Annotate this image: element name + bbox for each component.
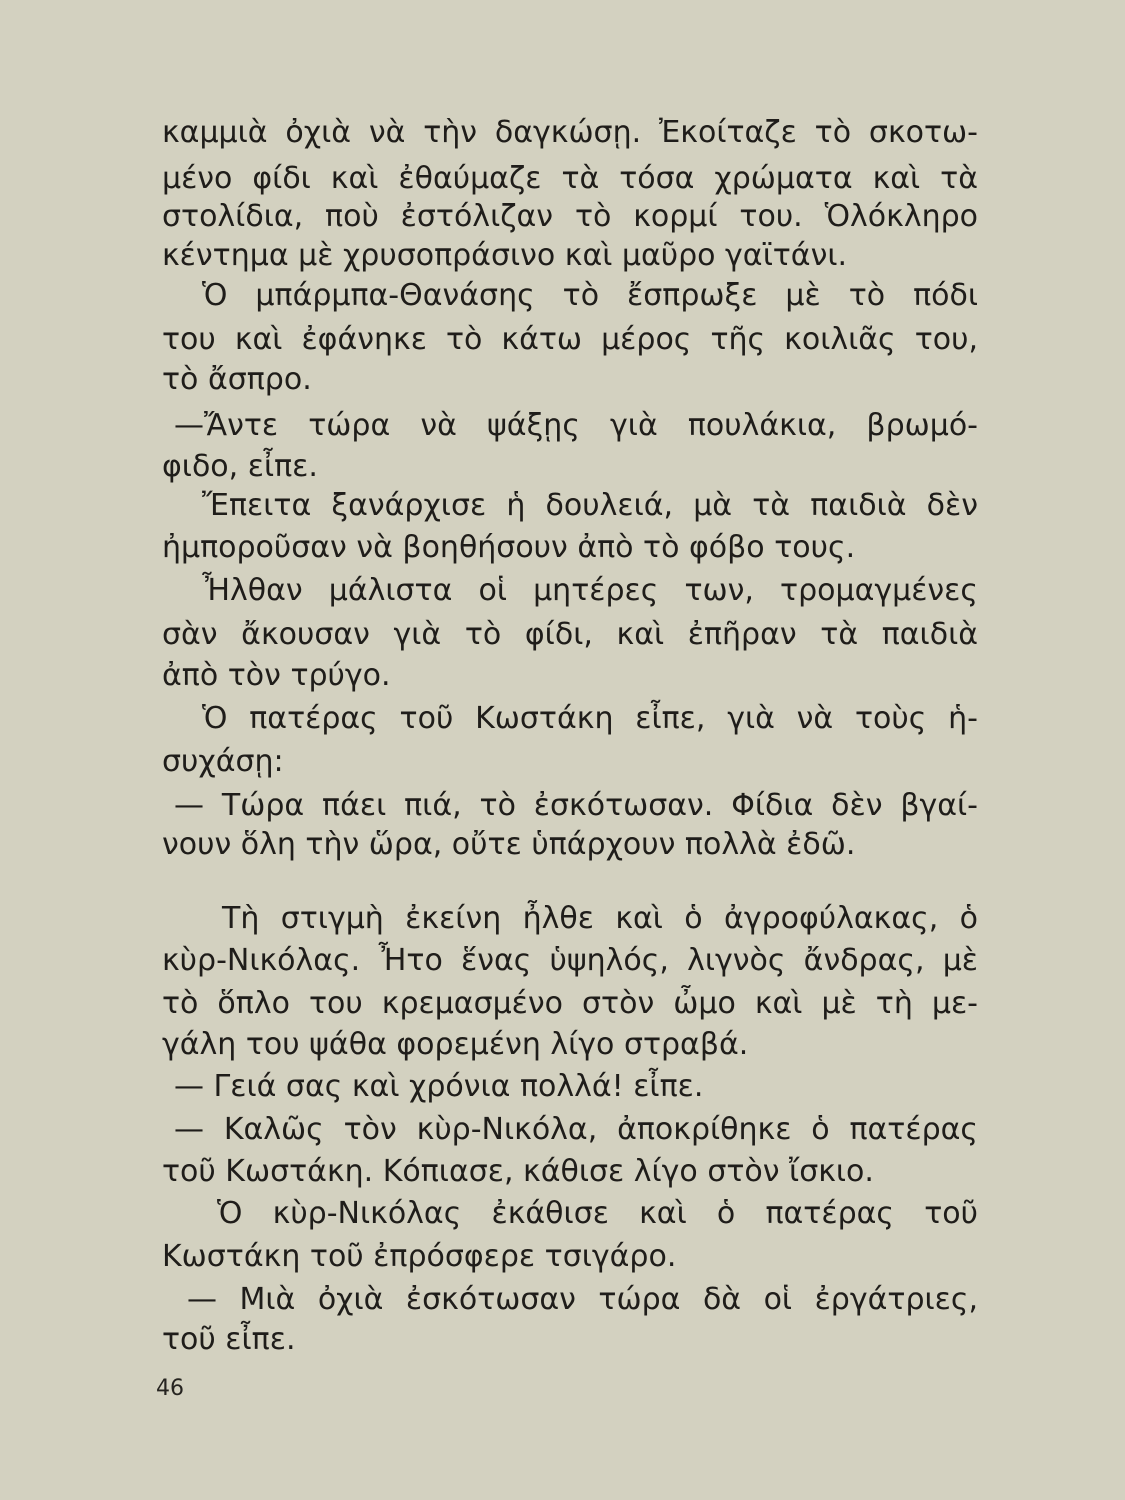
text-line: Ὁ κὺρ-Νικόλας ἐκάθισε καὶ ὁ πατέρας τοῦ — [217, 1196, 978, 1231]
text-line: ἀπὸ τὸν τρύγο. — [162, 658, 391, 693]
text-line: συχάσῃ: — [162, 744, 284, 779]
text-line: Ἔπειτα ξανάρχισε ἡ δουλειά, μὰ τὰ παιδιὰ δὲν — [202, 488, 978, 523]
text-line: του καὶ ἐφάνηκε τὸ κάτω μέρος τῆς κοιλιᾶς του, — [162, 322, 978, 357]
text-line: καμμιὰ ὀχιὰ νὰ τὴν δαγκώσῃ. Ἐκοίταζε τὸ σκοτω- — [162, 115, 978, 150]
text-line: τοῦ εἶπε. — [162, 1322, 296, 1357]
text-line: νουν ὅλη τὴν ὥρα, οὔτε ὑπάρχουν πολλὰ ἐδῶ. — [162, 827, 856, 862]
text-line: ἠμποροῦσαν νὰ βοηθήσουν ἀπὸ τὸ φόβο τους. — [162, 530, 856, 565]
text-line: τὸ ἄσπρο. — [162, 362, 312, 397]
text-line: γάλη του ψάθα φορεμένη λίγο στραβά. — [162, 1027, 749, 1062]
text-line: τὸ ὅπλο του κρεμασμένο στὸν ὦμο καὶ μὲ τὴ με- — [162, 986, 978, 1021]
text-line: κὺρ-Νικόλας. Ἦτο ἕνας ὑψηλός, λιγνὸς ἄνδρας, μὲ — [162, 943, 978, 978]
text-line: — Μιὰ ὀχιὰ ἐσκότωσαν τώρα δὰ οἱ ἐργάτριες, — [187, 1282, 978, 1317]
text-line: Ὁ μπάρμπα-Θανάσης τὸ ἔσπρωξε μὲ τὸ πόδι — [202, 278, 978, 313]
text-line: τοῦ Κωστάκη. Κόπιασε, κάθισε λίγο στὸν ἴσκιο. — [162, 1154, 874, 1189]
text-line: Ὁ πατέρας τοῦ Κωστάκη εἶπε, γιὰ νὰ τοὺς ἡ- — [202, 701, 978, 736]
text-line: — Τώρα πάει πιά, τὸ ἐσκότωσαν. Φίδια δὲν βγαί- — [174, 788, 978, 823]
text-line: μένο φίδι καὶ ἐθαύμαζε τὰ τόσα χρώματα καὶ τὰ — [162, 161, 978, 196]
text-line: Τὴ στιγμὴ ἐκείνη ἦλθε καὶ ὁ ἀγροφύλακας, ὁ — [222, 901, 978, 936]
text-line: σὰν ἄκουσαν γιὰ τὸ φίδι, καὶ ἐπῆραν τὰ παιδιὰ — [162, 617, 978, 652]
text-line: — Καλῶς τὸν κὺρ-Νικόλα, ἀποκρίθηκε ὁ πατέρας — [174, 1112, 978, 1147]
text-line: —Ἄντε τώρα νὰ ψάξῃς γιὰ πουλάκια, βρωμό- — [174, 408, 978, 443]
text-line: Κωστάκη τοῦ ἐπρόσφερε τσιγάρο. — [162, 1239, 677, 1274]
text-line: — Γειά σας καὶ χρόνια πολλά! εἶπε. — [174, 1069, 704, 1104]
text-line: κέντημα μὲ χρυσοπράσινο καὶ μαῦρο γαϊτάνι. — [162, 238, 848, 273]
text-line: στολίδια, ποὺ ἐστόλιζαν τὸ κορμί του. Ὁλόκληρο — [162, 199, 978, 234]
text-line: Ἦλθαν μάλιστα οἱ μητέρες των, τρομαγμένες — [202, 573, 978, 608]
text-line: φιδο, εἶπε. — [162, 449, 318, 484]
page-number: 46 — [156, 1376, 184, 1401]
